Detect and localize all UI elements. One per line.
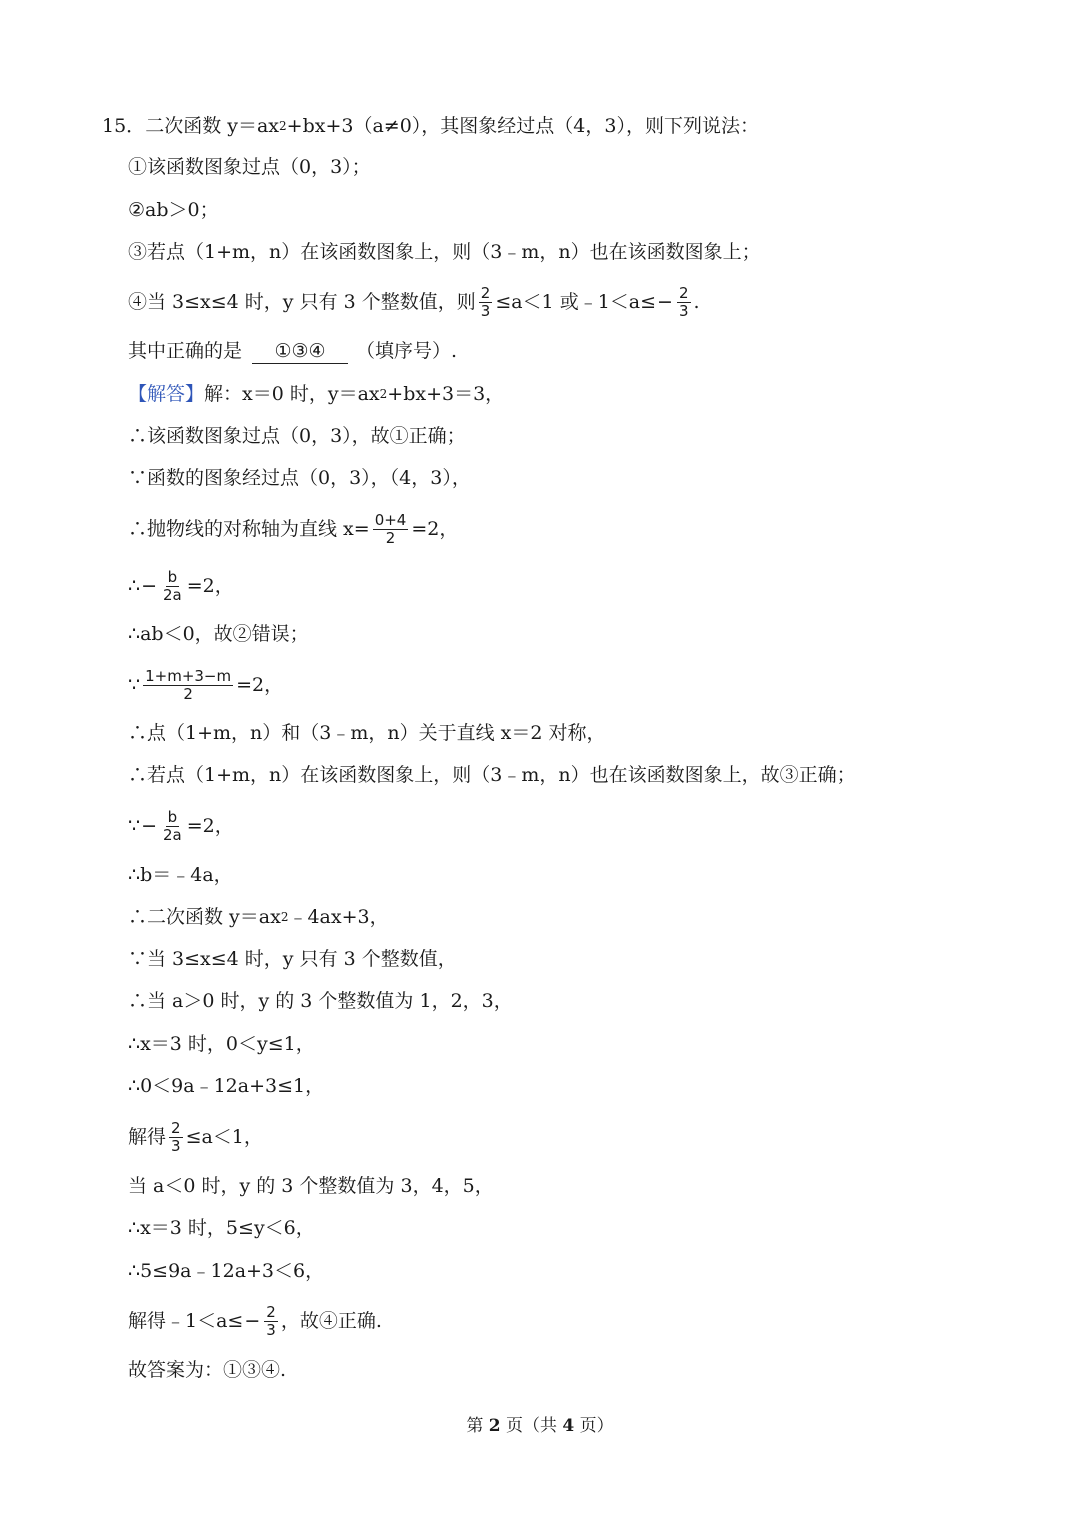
footer-text: 第 [466,1416,484,1436]
question-number: 15． [102,115,146,137]
minus-sign: − [141,815,158,837]
solution-line-1 [128,381,504,407]
option-4-text-3: . [693,291,700,313]
fraction-denominator: 2 [183,684,193,703]
solution-text: ∵ [128,815,141,837]
fill-blank-hint: （填序号）. [356,340,458,362]
solution-text: 解：x＝0 时，y＝ax [204,383,380,405]
page-number: 2 [488,1416,501,1436]
exponent: 2 [379,387,388,401]
total-pages: 4 [562,1416,575,1436]
solution-line-22: 故答案为：①③④. [128,1359,287,1381]
fill-blank-line [128,338,457,364]
fraction-numerator: b [167,567,178,586]
solution-text-2: +bx+3＝3， [387,383,505,405]
solution-line-13: ∵当 3≤x≤4 时，y 只有 3 个整数值， [128,948,457,970]
option-3: ③若点（1+m，n）在该函数图象上，则（3﹣m，n）也在该函数图象上； [128,241,761,263]
fraction-denominator: 2a [163,825,182,844]
solution-line-15: ∴x＝3 时，0＜y≤1， [128,1033,315,1055]
solution-line-12 [128,904,389,930]
solution-text-2: =2， [186,815,234,837]
solution-text: ∵ [128,674,141,696]
option-1: ①该函数图象过点（0，3）； [128,156,371,178]
fraction-denominator: 3 [480,301,491,320]
solution-line-10 [128,807,234,844]
fraction-numerator: 2 [171,1118,181,1137]
solution-line-16: ∴0＜9a﹣12a+3≤1， [128,1075,325,1097]
solution-tag: 【解答】 [128,383,205,405]
fraction-numerator: 0+4 [374,510,407,529]
fraction-denominator: 2a [163,585,182,604]
fraction [264,1304,278,1339]
answer-blank: ①③④ [252,339,348,364]
solution-line-7 [128,666,284,703]
solution-line-9: ∴若点（1+m，n）在该函数图象上，则（3﹣m，n）也在该函数图象上，故③正确； [128,764,856,786]
question-stem [102,113,759,139]
solution-text: ∴抛物线的对称轴为直线 x= [128,518,370,540]
fraction-numerator: 1+m+3−m [145,666,232,685]
exponent: 2 [279,119,287,133]
solution-line-21 [128,1302,382,1339]
fraction [161,809,184,844]
solution-text-2: ﹣4ax+3， [288,906,389,928]
solution-line-11: ∴b＝﹣4a， [128,864,233,886]
footer-text-2: 页（共 [506,1416,557,1436]
fraction-denominator: 2 [385,528,396,547]
fraction-denominator: 3 [171,1136,181,1155]
fraction-numerator: 2 [266,1302,276,1321]
fraction [143,668,233,703]
solution-line-17 [128,1118,263,1155]
solution-text: 解得﹣1＜a≤ [128,1310,244,1332]
minus-sign: − [141,575,158,597]
footer-text-3: 页） [579,1416,614,1436]
question-stem-text-2: +bx+3（a≠0），其图象经过点（4，3），则下列说法： [286,115,759,137]
solution-text-2: ≤a＜1， [185,1126,263,1148]
fraction [677,285,691,320]
minus-sign: − [657,291,673,313]
solution-text: 解得 [128,1126,167,1148]
fraction [169,1120,183,1155]
fraction [373,512,409,547]
exponent: 2 [280,910,289,924]
fraction-numerator: 2 [678,283,689,302]
fraction-numerator: 2 [480,283,491,302]
fraction [479,285,493,320]
solution-line-19: ∴x＝3 时，5≤y＜6， [128,1217,315,1239]
fraction-denominator: 3 [266,1320,276,1339]
page-footer [0,1413,1080,1439]
solution-text: ∴ [128,575,141,597]
option-4-text-2: ≤a＜1 或﹣1＜a≤ [495,291,657,313]
fraction [161,569,184,604]
option-4-text: ④当 3≤x≤4 时，y 只有 3 个整数值，则 [128,291,476,313]
solution-line-8: ∴点（1+m，n）和（3﹣m，n）关于直线 x＝2 对称， [128,722,606,744]
solution-line-4 [128,510,459,547]
fraction-denominator: 3 [678,301,689,320]
solution-line-14: ∴当 a＞0 时，y 的 3 个整数值为 1，2，3， [128,990,513,1012]
solution-line-6: ∴ab＜0，故②错误； [128,623,309,645]
question-stem-text: 二次函数 y＝ax [145,115,280,137]
solution-text-2: =2， [411,518,459,540]
option-2: ②ab＞0； [128,199,219,221]
solution-text-2: ，故④正确. [280,1310,382,1332]
solution-line-20: ∴5≤9a﹣12a+3＜6， [128,1260,325,1282]
solution-line-3: ∵函数的图象经过点（0，3），（4，3）， [128,467,471,489]
solution-line-2: ∴该函数图象过点（0，3），故①正确； [128,425,466,447]
solution-text-2: =2， [186,575,234,597]
fraction-numerator: b [167,807,178,826]
solution-text: ∴二次函数 y＝ax [128,906,281,928]
minus-sign: − [244,1310,261,1332]
solution-text-2: =2， [236,674,284,696]
solution-line-18: 当 a＜0 时，y 的 3 个整数值为 3，4，5， [128,1175,494,1197]
option-4 [128,283,700,320]
fill-blank-prompt: 其中正确的是 [128,340,243,362]
solution-line-5 [128,567,234,604]
